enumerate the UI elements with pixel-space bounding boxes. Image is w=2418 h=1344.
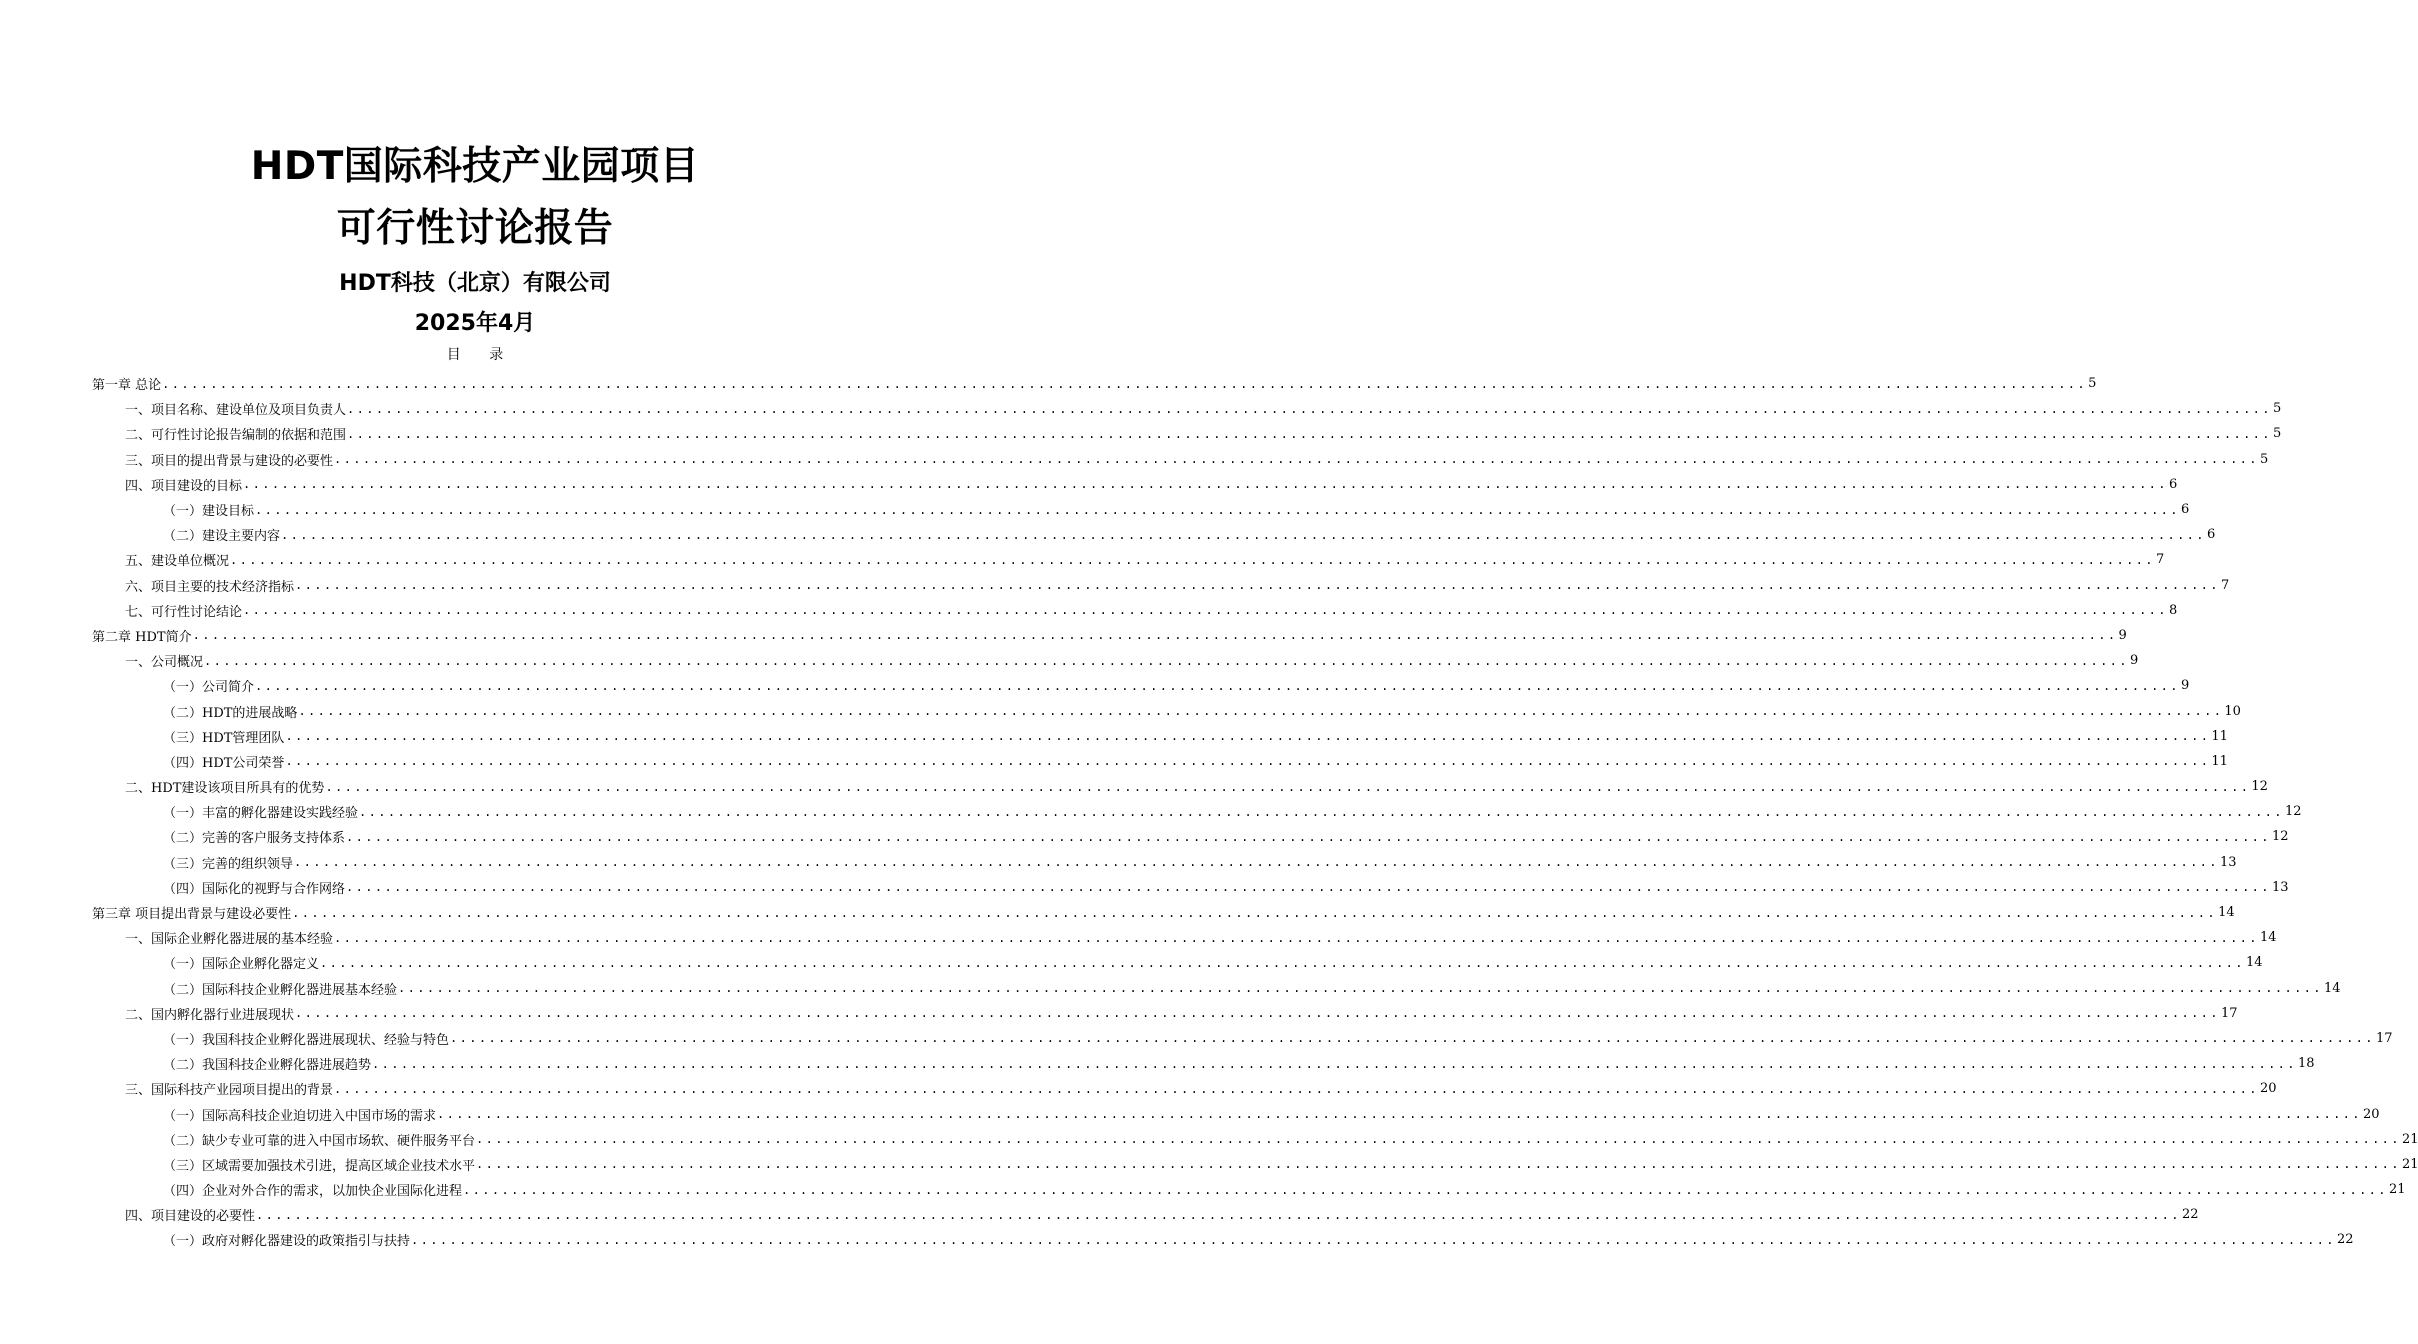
toc-entry-title: （一）我国科技企业孵化器进展现状、经验与特色 [163, 1032, 450, 1048]
toc-page-number: 12 [2271, 829, 2289, 845]
toc-entry[interactable] [92, 875, 2289, 900]
toc-entry-title: （二）建设主要内容 [163, 529, 281, 545]
toc-entry[interactable] [92, 950, 2263, 975]
toc-entry[interactable] [92, 421, 2282, 446]
toc-dot-leader: ........................................................................................................................................................................................................ [298, 704, 2224, 719]
toc-dot-leader: ........................................................................................................................................................................................................ [204, 653, 2129, 668]
toc-page-number: 22 [2336, 1232, 2354, 1248]
toc-page-number: 14 [2323, 980, 2341, 996]
toc-entry-title: 一、项目名称、建设单位及项目负责人 [125, 403, 347, 419]
toc-page-number: 21 [2401, 1131, 2418, 1147]
toc-entry-title: （四）国际化的视野与合作网络 [163, 881, 346, 897]
toc-page-number: 12 [2284, 804, 2302, 820]
toc-entry[interactable] [92, 724, 2228, 749]
toc-entry[interactable] [92, 623, 2127, 648]
toc-dot-leader: ........................................................................................................................................................................................................ [285, 754, 2211, 769]
report-title-line2: 可行性讨论报告 [336, 206, 614, 251]
toc-dot-leader: ........................................................................................................................................................................................................ [255, 678, 2180, 693]
toc-entry-title: （二）HDT的进展战略 [163, 705, 298, 721]
toc-page-number: 9 [2129, 653, 2139, 669]
toc-entry-title: （四）企业对外合作的需求，以加快企业国际化进程 [163, 1184, 463, 1200]
toc-dot-leader: ........................................................................................................................................................................................................ [334, 1081, 2259, 1096]
toc-entry[interactable] [92, 1101, 2380, 1126]
report-title-line1: HDT国际科技产业园项目 [250, 144, 700, 189]
toc-entry[interactable] [92, 1227, 2354, 1252]
toc-dot-leader: ........................................................................................................................................................................................................ [243, 603, 2168, 618]
toc-dot-leader: ........................................................................................................................................................................................................ [255, 502, 2180, 517]
toc-page-number: 21 [2401, 1156, 2418, 1172]
toc-page-number: 5 [2088, 376, 2097, 392]
toc-page-number: 5 [2272, 426, 2282, 442]
toc-entry-title: 一、国际企业孵化器进展的基本经验 [125, 932, 334, 948]
toc-entry[interactable] [92, 371, 2097, 396]
toc-entry[interactable] [92, 824, 2289, 849]
toc-entry[interactable] [92, 976, 2341, 1001]
toc-dot-leader: ........................................................................................................................................................................................................ [476, 1157, 2401, 1172]
toc-page-number: 21 [2388, 1182, 2406, 1198]
toc-entry-title: （三）区域需要加强技术引进，提高区域企业技术水平 [163, 1158, 476, 1174]
toc-page-number: 6 [2168, 476, 2178, 492]
toc-heading: 目 录 [446, 347, 516, 363]
toc-dot-leader: ........................................................................................................................................................................................................ [346, 880, 2271, 895]
toc-entry-title: （三）完善的组织领导 [163, 856, 294, 872]
toc-page-number: 20 [2259, 1081, 2277, 1097]
toc-entry[interactable] [92, 1051, 2315, 1076]
toc-entry[interactable] [92, 774, 2268, 799]
toc-entry[interactable] [92, 497, 2190, 522]
toc-dot-leader: ........................................................................................................................................................................................................ [294, 855, 2219, 870]
cover-date [0, 308, 950, 340]
toc-dot-leader: ........................................................................................................................................................................................................ [476, 1132, 2401, 1147]
toc-page-number: 17 [2220, 1005, 2238, 1021]
toc-entry-title: 第一章 总论 [92, 378, 162, 394]
toc-entry[interactable] [92, 522, 2216, 547]
toc-entry[interactable] [92, 1202, 2199, 1227]
toc-entry[interactable] [92, 925, 2277, 950]
toc-entry-title: 六、项目主要的技术经济指标 [125, 579, 295, 595]
toc-entry[interactable] [92, 698, 2241, 723]
toc-entry-title: （一）国际企业孵化器定义 [163, 957, 320, 973]
toc-dot-leader: ........................................................................................................................................................................................................ [334, 930, 2259, 945]
toc-dot-leader: ........................................................................................................................................................................................................ [437, 1107, 2362, 1122]
toc-entry-title: （一）建设目标 [163, 504, 255, 520]
toc-dot-leader: ........................................................................................................................................................................................................ [398, 981, 2323, 996]
toc-entry-title: 三、项目的提出背景与建设的必要性 [125, 453, 334, 469]
toc-entry-title: （一）丰富的孵化器建设实践经验 [163, 806, 359, 822]
toc-dot-leader: ........................................................................................................................................................................................................ [192, 628, 2118, 643]
toc-dot-leader: ........................................................................................................................................................................................................ [256, 1207, 2181, 1222]
toc-entry[interactable] [92, 472, 2178, 497]
toc-entry-title: （一）国际高科技企业迫切进入中国市场的需求 [163, 1108, 437, 1124]
toc-page-number: 11 [2211, 753, 2228, 769]
toc-entry-title: 四、项目建设的目标 [125, 478, 243, 494]
toc-page-number: 18 [2297, 1056, 2315, 1072]
toc-entry[interactable] [92, 799, 2302, 824]
toc-page-number: 20 [2362, 1106, 2380, 1122]
toc-dot-leader: ........................................................................................................................................................................................................ [325, 779, 2251, 794]
toc-entry[interactable] [92, 1127, 2418, 1152]
table-of-contents [92, 371, 2418, 1253]
toc-entry-title: （二）完善的客户服务支持体系 [163, 831, 346, 847]
toc-entry[interactable] [92, 573, 2230, 598]
cover-title [0, 136, 950, 260]
toc-page-number: 12 [2251, 779, 2268, 795]
toc-entry-title: 二、HDT建设该项目所具有的优势 [125, 781, 325, 797]
toc-page-number: 14 [2245, 955, 2263, 971]
toc-page-number: 5 [2272, 401, 2282, 417]
toc-entry-title: （一）政府对孵化器建设的政策指引与扶持 [163, 1234, 411, 1250]
toc-dot-leader: ........................................................................................................................................................................................................ [347, 426, 2272, 441]
toc-dot-leader: ........................................................................................................................................................................................................ [292, 905, 2218, 920]
toc-dot-leader: ........................................................................................................................................................................................................ [334, 452, 2259, 467]
toc-entry[interactable] [92, 598, 2178, 623]
report-date: 2025年4月 [414, 311, 536, 336]
toc-entry-title: 二、可行性讨论报告编制的依据和范围 [125, 428, 347, 444]
toc-page-number: 9 [2118, 627, 2127, 643]
toc-page-number: 17 [2375, 1030, 2393, 1046]
toc-page-number: 7 [2220, 577, 2230, 593]
toc-entry-title: （二）国际科技企业孵化器进展基本经验 [163, 982, 398, 998]
toc-entry-title: （二）我国科技企业孵化器进展趋势 [163, 1058, 372, 1074]
toc-dot-leader: ........................................................................................................................................................................................................ [243, 477, 2168, 492]
toc-entry[interactable] [92, 547, 2165, 572]
toc-page-number: 22 [2181, 1207, 2199, 1223]
toc-dot-leader: ........................................................................................................................................................................................................ [295, 578, 2220, 593]
toc-entry-title: 二、国内孵化器行业进展现状 [125, 1007, 295, 1023]
toc-entry-title: （四）HDT公司荣誉 [163, 755, 285, 771]
toc-page-number: 9 [2180, 678, 2190, 694]
toc-entry-title: 第二章 HDT简介 [92, 629, 192, 645]
toc-page-number: 10 [2224, 703, 2241, 719]
toc-entry-title: 一、公司概况 [125, 655, 204, 671]
toc-page-number: 8 [2168, 602, 2178, 618]
toc-entry-title: 五、建设单位概况 [125, 554, 230, 570]
toc-page-number: 6 [2206, 527, 2216, 543]
toc-dot-leader: ........................................................................................................................................................................................................ [411, 1232, 2336, 1247]
toc-entry-title: 四、项目建设的必要性 [125, 1209, 256, 1225]
toc-dot-leader: ........................................................................................................................................................................................................ [450, 1031, 2375, 1046]
toc-entry[interactable] [92, 850, 2237, 875]
toc-page-number: 7 [2155, 552, 2165, 568]
toc-page-number: 13 [2271, 879, 2289, 895]
toc-entry[interactable] [92, 1026, 2393, 1051]
toc-entry[interactable] [92, 673, 2190, 698]
toc-dot-leader: ........................................................................................................................................................................................................ [162, 376, 2088, 391]
toc-dot-leader: ........................................................................................................................................................................................................ [347, 401, 2272, 416]
toc-entry[interactable] [92, 1001, 2238, 1026]
toc-entry[interactable] [92, 1177, 2406, 1202]
toc-entry-title: （一）公司简介 [163, 680, 255, 696]
toc-dot-leader: ........................................................................................................................................................................................................ [230, 552, 2155, 567]
toc-dot-leader: ........................................................................................................................................................................................................ [372, 1056, 2297, 1071]
toc-entry[interactable] [92, 447, 2269, 472]
toc-entry-title: （二）缺少专业可靠的进入中国市场软、硬件服务平台 [163, 1133, 476, 1149]
toc-entry[interactable] [92, 749, 2228, 774]
toc-page-number: 14 [2218, 905, 2235, 921]
toc-dot-leader: ........................................................................................................................................................................................................ [281, 527, 2206, 542]
toc-dot-leader: ........................................................................................................................................................................................................ [285, 729, 2211, 744]
toc-entry-title: （三）HDT管理团队 [163, 730, 285, 746]
toc-dot-leader: ........................................................................................................................................................................................................ [463, 1182, 2388, 1197]
toc-entry-title: 三、国际科技产业园项目提出的背景 [125, 1083, 334, 1099]
toc-entry[interactable] [92, 1152, 2418, 1177]
toc-dot-leader: ........................................................................................................................................................................................................ [359, 804, 2284, 819]
toc-dot-leader: ........................................................................................................................................................................................................ [295, 1006, 2220, 1021]
cover-company [0, 268, 950, 300]
toc-dot-leader: ........................................................................................................................................................................................................ [320, 955, 2245, 970]
company-name: HDT科技（北京）有限公司 [339, 271, 611, 296]
toc-page-number: 14 [2259, 930, 2277, 946]
toc-page-number: 6 [2180, 502, 2190, 518]
toc-dot-leader: ........................................................................................................................................................................................................ [346, 829, 2271, 844]
toc-entry-title: 第三章 项目提出背景与建设必要性 [92, 907, 292, 923]
toc-page-number: 5 [2259, 451, 2269, 467]
toc-page-number: 13 [2219, 854, 2237, 870]
toc-entry[interactable] [92, 396, 2282, 421]
toc-entry[interactable] [92, 1076, 2277, 1101]
toc-entry-title: 七、可行性讨论结论 [125, 604, 243, 620]
toc-entry[interactable] [92, 648, 2139, 673]
toc-entry[interactable] [92, 900, 2235, 925]
toc-page-number: 11 [2211, 728, 2228, 744]
